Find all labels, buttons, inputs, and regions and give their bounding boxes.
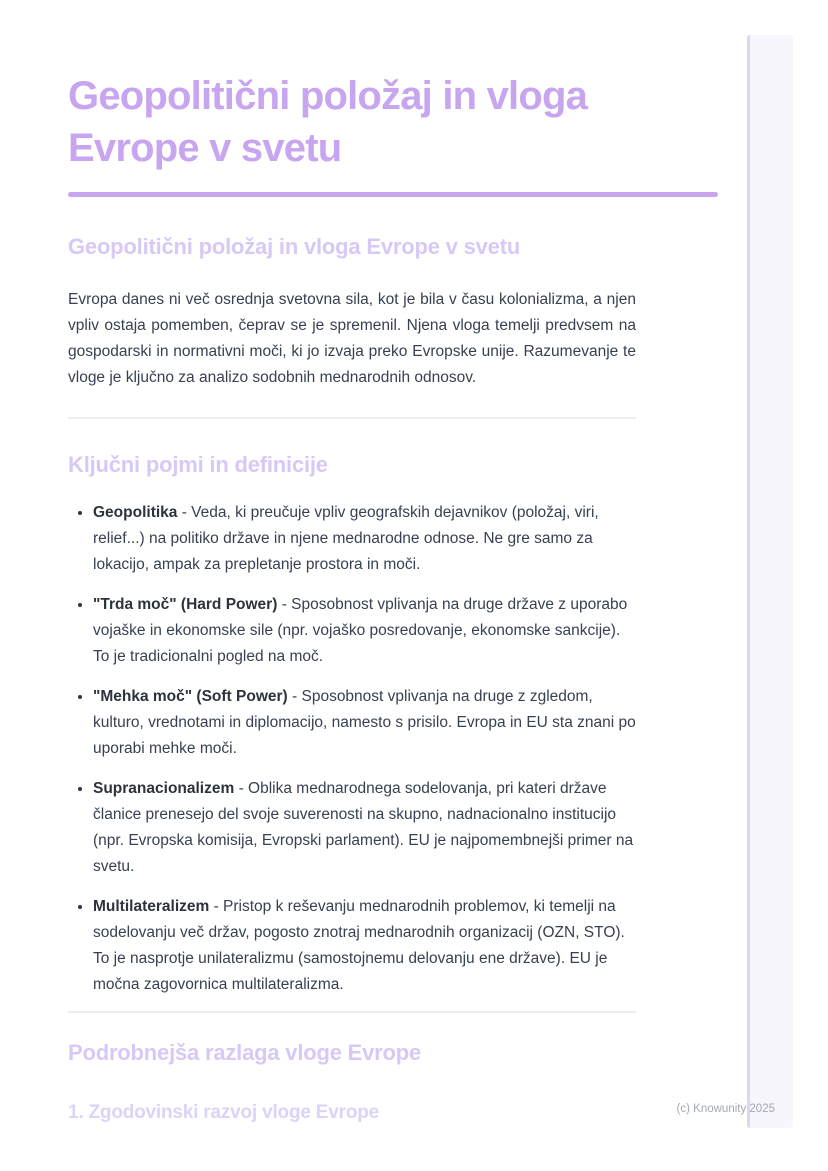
term-definition: - Sposobnost vplivanja na druge države z uporabo vojaške in ekonomske sile (npr. vojaško posredovanje, ekonomske sankcije). To je tradicionalni pogled na moč. (93, 596, 628, 665)
list-item (93, 591, 636, 670)
document-content (68, 0, 728, 1125)
section-heading-intro: Geopolitični položaj in vloga Evrope v svetu (68, 234, 521, 259)
term-label: Multilateralizem (93, 898, 210, 915)
section-divider (68, 1011, 636, 1013)
section-divider (68, 417, 636, 419)
section-heading-key-terms: Ključni pojmi in definicije (68, 452, 328, 477)
section-heading-detail: Podrobnejša razlaga vloge Evrope (68, 1040, 422, 1065)
term-label: Supranacionalizem (93, 780, 235, 797)
term-definition: - Oblika mednarodnega sodelovanja, pri kateri države članice prenesejo del svoje suverenosti na skupno, nadnacionalno institucijo (npr. Evropska komisija, Evropski parlament). EU je najpomembnejši primer na svetu. (93, 780, 634, 875)
subsection-heading-history: 1. Zgodovinski razvoj vloge Evrope (68, 1102, 380, 1123)
list-item (93, 775, 636, 880)
list-item (93, 893, 636, 998)
term-definition: - Sposobnost vplivanja na druge z zgledom, kulturo, vrednotami in diplomacijo, namesto s prisilo. Evropa in EU sta znani po uporabi mehke moči. (93, 688, 636, 757)
list-item (93, 683, 636, 762)
page-title: Geopolitični položaj in vloga Evrope v svetu (68, 74, 588, 170)
copyright-footer: (c) Knowunity 2025 (676, 1103, 775, 1115)
key-terms-list (68, 499, 636, 998)
term-label: "Trda moč" (Hard Power) (93, 596, 278, 613)
title-underline-rule (68, 192, 718, 197)
term-definition: - Veda, ki preučuje vpliv geografskih dejavnikov (položaj, viri, relief...) na politiko države in njene mednarodne odnose. Ne gre samo za lokacijo, ampak za prepletanje prostora in moči. (93, 504, 599, 573)
scrollbar-thumb[interactable] (747, 35, 793, 1128)
term-label: "Mehka moč" (Soft Power) (93, 688, 288, 705)
intro-paragraph: Evropa danes ni več osrednja svetovna sila, kot je bila v času kolonializma, a njen vpliv ostaja pomemben, čeprav se je spremenil. Njena vloga temelji predvsem na gospodarski in normativni moči, ki jo izvaja preko Evropske unije. Razumevanje te vloge je ključno za analizo sodobnih mednarodnih odnosov. (68, 291, 636, 386)
term-definition: - Pristop k reševanju mednarodnih problemov, ki temelji na sodelovanju več držav, pogosto znotraj mednarodnih organizacij (OZN, STO). To je nasprotje unilateralizmu (samostojnemu delovanju ene države). EU je močna zagovornica multilateralizma. (93, 898, 625, 993)
term-label: Geopolitika (93, 504, 178, 521)
list-item (93, 499, 636, 578)
